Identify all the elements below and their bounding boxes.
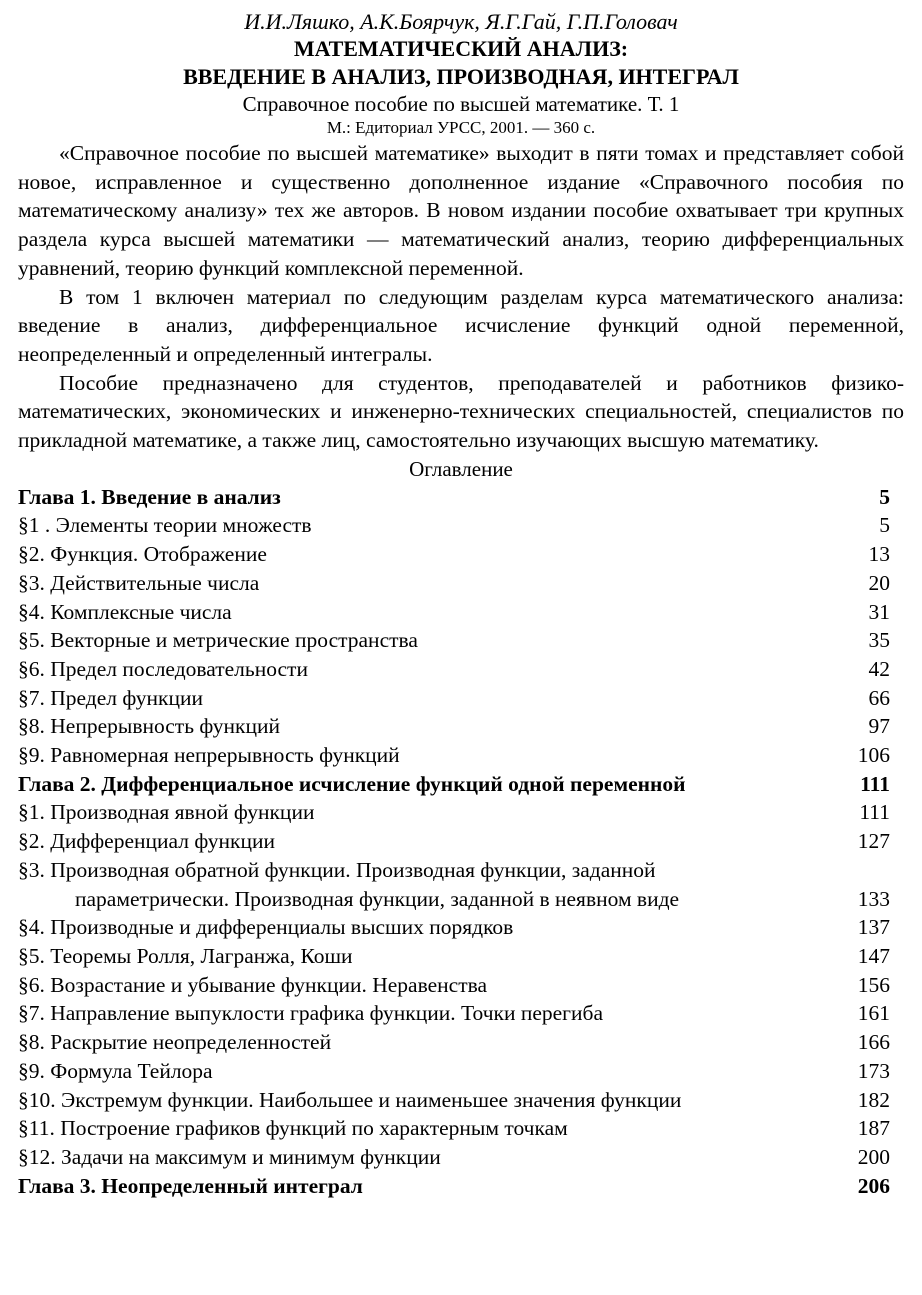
toc-entry-page: 13: [868, 542, 890, 567]
toc-entry-title: §5. Векторные и метрические пространства: [18, 628, 418, 653]
toc-entry: [18, 655, 904, 684]
book-title-line-1: МАТЕМАТИЧЕСКИЙ АНАЛИЗ:: [293, 36, 629, 61]
toc-entry-title: §1 . Элементы теории множеств: [18, 513, 312, 538]
toc-entry-title: Глава 3. Неопределенный интеграл: [18, 1173, 363, 1198]
toc-entry: [18, 626, 904, 655]
toc-chapter: [18, 483, 904, 512]
publisher-info: М.: Едиториал УРСС, 2001. — 360 с.: [326, 118, 596, 137]
toc-entry-title: §2. Функция. Отображение: [18, 542, 267, 567]
book-subtitle: Справочное пособие по высшей математике. Т. 1: [242, 92, 680, 116]
book-title-line-2: ВВЕДЕНИЕ В АНАЛИЗ, ПРОИЗВОДНАЯ, ИНТЕГРАЛ: [183, 64, 739, 89]
toc-entry-continuation: [18, 885, 904, 914]
toc-entry-title: §1. Производная явной функции: [18, 800, 315, 825]
toc-entry: [18, 540, 904, 569]
toc-chapter: [18, 770, 904, 799]
toc-entry-page: 20: [868, 570, 890, 595]
toc-entry: [18, 569, 904, 598]
toc-entry-page: 111: [859, 800, 890, 825]
toc-entry-page: 133: [857, 886, 890, 911]
toc-heading: Оглавление: [409, 456, 513, 481]
toc-entry-page: 137: [857, 915, 890, 940]
toc-entry-title: §9. Формула Тейлора: [18, 1058, 213, 1083]
toc-entry-title: §12. Задачи на максимум и минимум функции: [18, 1144, 441, 1169]
toc-entry-title-continued: параметрически. Производная функции, заданной в неявном виде: [75, 886, 680, 911]
toc-entry-title: §3. Действительные числа: [18, 570, 260, 595]
toc-entry: [18, 1057, 904, 1086]
toc-entry: [18, 971, 904, 1000]
toc-entry: [18, 684, 904, 713]
toc-entry-title: §4. Производные и дифференциалы высших порядков: [18, 915, 514, 940]
toc-entry-page: 66: [868, 685, 890, 710]
toc-entry-page: 31: [868, 599, 890, 624]
toc-entry-page: 182: [857, 1087, 890, 1112]
toc-entry: [18, 827, 904, 856]
toc-entry-page: 206: [857, 1173, 890, 1198]
toc-entry: [18, 598, 904, 627]
toc-entry: [18, 1114, 904, 1143]
toc-entry: [18, 798, 904, 827]
toc-entry-page: 111: [860, 771, 890, 796]
toc-entry: [18, 942, 904, 971]
toc-entry-page: 173: [857, 1058, 890, 1083]
toc-entry-page: 156: [857, 972, 890, 997]
toc-entry-page: 187: [857, 1116, 890, 1141]
toc-entry: [18, 1143, 904, 1172]
toc-entry-title: §7. Направление выпуклости графика функции. Точки перегиба: [18, 1001, 603, 1026]
toc-entry: [18, 741, 904, 770]
toc-entry-page: 42: [868, 656, 890, 681]
toc-chapter: [18, 1172, 904, 1201]
toc-entry: [18, 999, 904, 1028]
table-of-contents: [18, 483, 904, 1201]
toc-entry: [18, 856, 904, 885]
toc-entry-page: 35: [868, 628, 890, 653]
toc-entry-title: §6. Возрастание и убывание функции. Неравенства: [18, 972, 488, 997]
toc-entry-page: 97: [868, 714, 890, 739]
toc-entry-page: 127: [857, 829, 890, 854]
toc-entry-title: §6. Предел последовательности: [18, 656, 308, 681]
toc-entry-page: 106: [857, 743, 890, 768]
toc-entry-title: Глава 1. Введение в анализ: [18, 484, 281, 509]
abstract-paragraph: «Справочное пособие по высшей математике» выходит в пяти томах и представляет собой новое, исправленное и существенно дополненное издание «Справочного пособия по математическому анализу» тех же авторов. В новом издании пособие охватывает три крупных раздела курса высшей математики — математический анализ, теорию дифференциальных уравнений, теорию функций комплексной переменной.: [18, 141, 904, 280]
toc-entry: [18, 511, 904, 540]
toc-entry-title: §4. Комплексные числа: [18, 599, 232, 624]
toc-entry-title: §7. Предел функции: [18, 685, 203, 710]
toc-entry-title: §9. Равномерная непрерывность функций: [18, 743, 400, 768]
toc-entry-title: §11. Построение графиков функций по характерным точкам: [18, 1116, 568, 1141]
toc-entry-page: 166: [857, 1030, 890, 1055]
toc-entry: [18, 1086, 904, 1115]
abstract-paragraph: Пособие предназначено для студентов, преподавателей и работников физико-математических, экономических и инженерно-технических специальностей, специалистов по прикладной математике, а также лиц, самостоятельно изучающих высшую математику.: [18, 370, 904, 453]
authors: И.И.Ляшко, А.К.Боярчук, Я.Г.Гай, Г.П.Головач: [244, 9, 678, 34]
toc-entry-title: §10. Экстремум функции. Наибольшее и наименьшее значения функции: [18, 1087, 682, 1112]
toc-entry-title: §3. Производная обратной функции. Производная функции, заданной: [18, 857, 656, 882]
toc-entry: [18, 1028, 904, 1057]
toc-entry: [18, 712, 904, 741]
toc-entry-title: Глава 2. Дифференциальное исчисление функций одной переменной: [18, 771, 686, 796]
toc-entry-title: §8. Непрерывность функций: [18, 714, 280, 739]
toc-entry: [18, 913, 904, 942]
toc-entry-page: 5: [879, 484, 890, 509]
toc-entry-title: §2. Дифференциал функции: [18, 829, 275, 854]
abstract-paragraph: В том 1 включен материал по следующим разделам курса математического анализа: введение в анализ, дифференциальное исчисление функций одной переменной, неопределенный и определенный интегралы.: [18, 284, 904, 366]
toc-entry-page: 5: [879, 513, 890, 538]
toc-entry-page: 161: [857, 1001, 890, 1026]
toc-entry-title: §5. Теоремы Ролля, Лагранжа, Коши: [18, 943, 353, 968]
toc-entry-title: §8. Раскрытие неопределенностей: [18, 1030, 332, 1055]
toc-entry-page: 200: [857, 1144, 890, 1169]
toc-entry-page: 147: [857, 943, 890, 968]
